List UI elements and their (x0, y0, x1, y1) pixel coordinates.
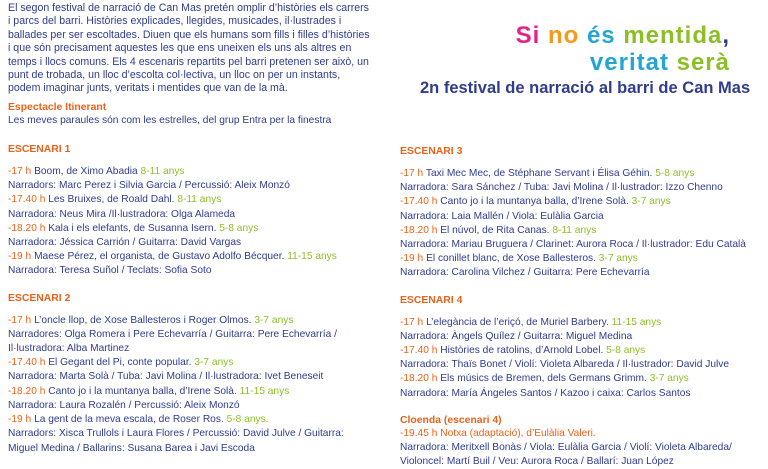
title-word: no (547, 22, 587, 49)
title-word: , (722, 22, 730, 49)
escenari-3-lines (400, 167, 762, 281)
escenari-3-section (400, 145, 762, 281)
title-line-2 (420, 49, 730, 76)
title-word: serà (676, 49, 730, 76)
program-line (8, 193, 370, 207)
program-time: -17.40 h (400, 345, 438, 357)
escenari-1-section (8, 143, 370, 279)
program-age: 11-15 anys (287, 251, 337, 263)
program-time: -18.20 h (8, 385, 46, 397)
program-time: -17.40 h (8, 357, 46, 369)
escenari-3-heading: ESCENARI 3 (400, 146, 463, 157)
program-time: -17 h (400, 168, 424, 179)
program-age: 3-7 anys (598, 253, 638, 265)
program-title: Kala i els elefants, de Susanna Isern. (45, 222, 220, 234)
program-title: La gent de la meva escala, de Roser Ros. (31, 414, 227, 426)
title-word: veritat (589, 49, 677, 76)
program-line (8, 165, 370, 179)
program-line: Miguel Medina / Ballarins: Susana Barea i Javi Escoda (8, 442, 255, 454)
program-line: Narradora: Àngels Quílez / Guitarra: Miguel Medina (400, 330, 633, 342)
program-line: Narradora: Laura Rozalén / Percussió: Aleix Monzó (8, 399, 240, 411)
program-title: L’elegància de l’eriçó, de Muriel Barbery. (423, 316, 612, 328)
festival-title (420, 22, 751, 98)
cloenda-section (400, 414, 762, 469)
program-title: Les Bruixes, de Roald Dahl. (45, 194, 178, 206)
program-line (8, 385, 370, 399)
program-line (400, 344, 762, 358)
program-line (400, 316, 762, 330)
program-time: -17.40 h (8, 194, 46, 206)
program-age: 5-8 anys (219, 222, 259, 234)
program-time: -17 h (8, 166, 32, 178)
itinerant-text: Les meves paraules són com les estrelles, del grup Entra per la finestra (8, 114, 332, 126)
program-age: 5-8 anys. (226, 414, 269, 426)
program-line (400, 372, 762, 386)
cloenda-time-line: -19.45 h Notxa (adaptació), d’Eulàlia Valeri. (400, 427, 596, 439)
left-column (8, 0, 370, 456)
program-line: Narradora: Neus Mira /Il·lustradora: Olga Alameda (8, 208, 236, 220)
program-age: 3-7 anys (631, 196, 671, 208)
program-line (400, 252, 762, 266)
right-column (400, 145, 762, 469)
intro-text: El segon festival de narració de Can Mas pretén omplir d’històries els carrers i parcs del barri. Històries explicades, llegides, musicades, il·lustrades i ballades per ser escoltades. Diuen que els humans som fills i filles d’històries i que són precisament aquestes les que ens uneixen els uns als altres en temps i llocs comuns. Els 4 escenaris repartits pel barri pretenen ser això, un punt de trobada, un lloc d’escolta col·lectiva, un lloc on per un instants, podem imaginar junts, veritats i mentides que van de la mà. (8, 2, 370, 95)
program-time: -19 h (400, 253, 424, 265)
program-line: Narradors: Xisca Trullols i Laura Flores / Percussió: David Julve / Guitarra: (8, 428, 344, 440)
program-line: Narradora: Mariau Bruguera / Clarinet: Aurora Roca / Il·lustrador: Edu Català (400, 239, 746, 251)
cloenda-lines (400, 441, 762, 469)
escenari-2-heading: ESCENARI 2 (8, 292, 71, 304)
program-time: -18.20 h (8, 222, 46, 234)
program-age: 8-11 anys (140, 166, 185, 178)
program-time: -18.20 h (400, 224, 438, 236)
escenari-4-heading: ESCENARI 4 (400, 294, 463, 306)
program-time: -19 h (8, 414, 32, 426)
title-line-1 (420, 22, 730, 49)
program-line: Narradora: María Ángeles Santos / Kazoo i caixa: Carlos Santos (400, 387, 691, 399)
program-title: El Gegant del Pi, conte popular. (45, 357, 195, 369)
title-word: Si (515, 22, 548, 49)
program-time: -17 h (8, 314, 32, 326)
program-age: 8-11 anys (552, 224, 597, 236)
escenari-2-lines (8, 314, 370, 456)
program-line: Narradora: Sara Sánchez / Tuba: Javi Molina / Il·lustrador: Izzo Chenno (400, 182, 723, 194)
program-time: -18.20 h (400, 373, 438, 385)
program-title: Taxi Mec Mec, de Stéphane Servant i Élisa Géhin. (423, 168, 656, 179)
program-line: Narradora: Marta Solà / Tuba: Javi Molina / Il·lustradora: Ivet Beneseit (8, 371, 324, 383)
escenari-4-section (400, 294, 762, 401)
program-age: 3-7 anys (194, 357, 234, 369)
program-age: 5-8 anys (606, 345, 646, 357)
program-line (400, 167, 762, 181)
program-line (400, 195, 762, 209)
program-age: 8-11 anys (177, 194, 222, 206)
program-line: Narradora: Laia Mallén / Viola: Eulàlia Garcia (400, 210, 604, 222)
itinerant-section (8, 101, 370, 128)
program-line (8, 314, 370, 328)
escenari-4-lines (400, 316, 762, 401)
cloenda-heading: Cloenda (escenari 4) (400, 414, 502, 426)
program-age: 11-15 anys (611, 316, 662, 328)
program-line: Il·lustradora: Alba Martinez (8, 343, 130, 355)
program-age: 5-8 anys (655, 168, 695, 179)
program-line: Violoncel: Martí Buil / Veu: Aurora Roca / Ballarí: Juan López (400, 456, 674, 468)
title-word: mentida (623, 22, 723, 49)
program-line (8, 356, 370, 370)
program-title: Canto jo i la muntanya balla, d’Irene Solà. (45, 385, 240, 397)
program-line (8, 250, 370, 264)
escenari-2-section (8, 292, 370, 456)
program-line: Narradora: Thaïs Bonet / Violí: Violeta Albareda / Il·lustrador: David Julve (400, 359, 730, 371)
program-line: Narradora: Meritxell Bonàs / Viola: Eulàlia Garcia / Violí: Violeta Albareda/ (400, 442, 732, 454)
program-line (8, 413, 370, 427)
program-title: El núvol, de Rita Canas. (437, 224, 553, 236)
program-title: Canto jo i la muntanya balla, d’Irene Solà. (437, 196, 632, 208)
program-line: Narradora: Carolina Vilchez / Guitarra: Pere Echevarría (400, 267, 650, 279)
program-title: L’oncle llop, de Xose Ballesteros i Roger Olmos. (31, 314, 255, 326)
program-line: Narradores: Olga Romera i Pere Echevarría / Guitarra: Pere Echevarría / (8, 328, 337, 340)
itinerant-heading: Espectacle Itinerant (8, 101, 107, 113)
program-age: 11-15 anys (239, 385, 290, 397)
program-title: Boom, de Ximo Abadia (31, 166, 141, 178)
program-title: El conillet blanc, de Xose Ballesteros. (423, 253, 599, 265)
festival-subtitle: 2n festival de narració al barri de Can Mas (420, 79, 751, 97)
program-title: Històries de ratolins, d’Arnold Lobel. (437, 345, 607, 357)
program-line: Narradora: Teresa Suñol / Teclats: Sofia Soto (8, 265, 212, 277)
program-age: 3-7 anys (254, 314, 294, 326)
program-line (400, 224, 762, 238)
program-title: Maese Pérez, el organista, de Gustavo Adolfo Bécquer. (31, 251, 288, 263)
program-line: Narradora: Jéssica Carrión / Guitarra: David Vargas (8, 237, 242, 249)
program-age: 3-7 anys (649, 373, 689, 385)
program-time: -17 h (400, 316, 424, 328)
escenari-1-lines (8, 165, 370, 279)
title-word: és (586, 22, 624, 49)
program-time: -19 h (8, 251, 32, 263)
program-line (8, 222, 370, 236)
program-title: Els músics de Bremen, dels Germans Grimm. (437, 373, 650, 385)
program-line: Narradors: Marc Perez i Silvia Garcia / Percussió: Aleix Monzó (8, 180, 290, 192)
program-time: -17.40 h (400, 196, 438, 208)
escenari-1-heading: ESCENARI 1 (8, 144, 71, 156)
